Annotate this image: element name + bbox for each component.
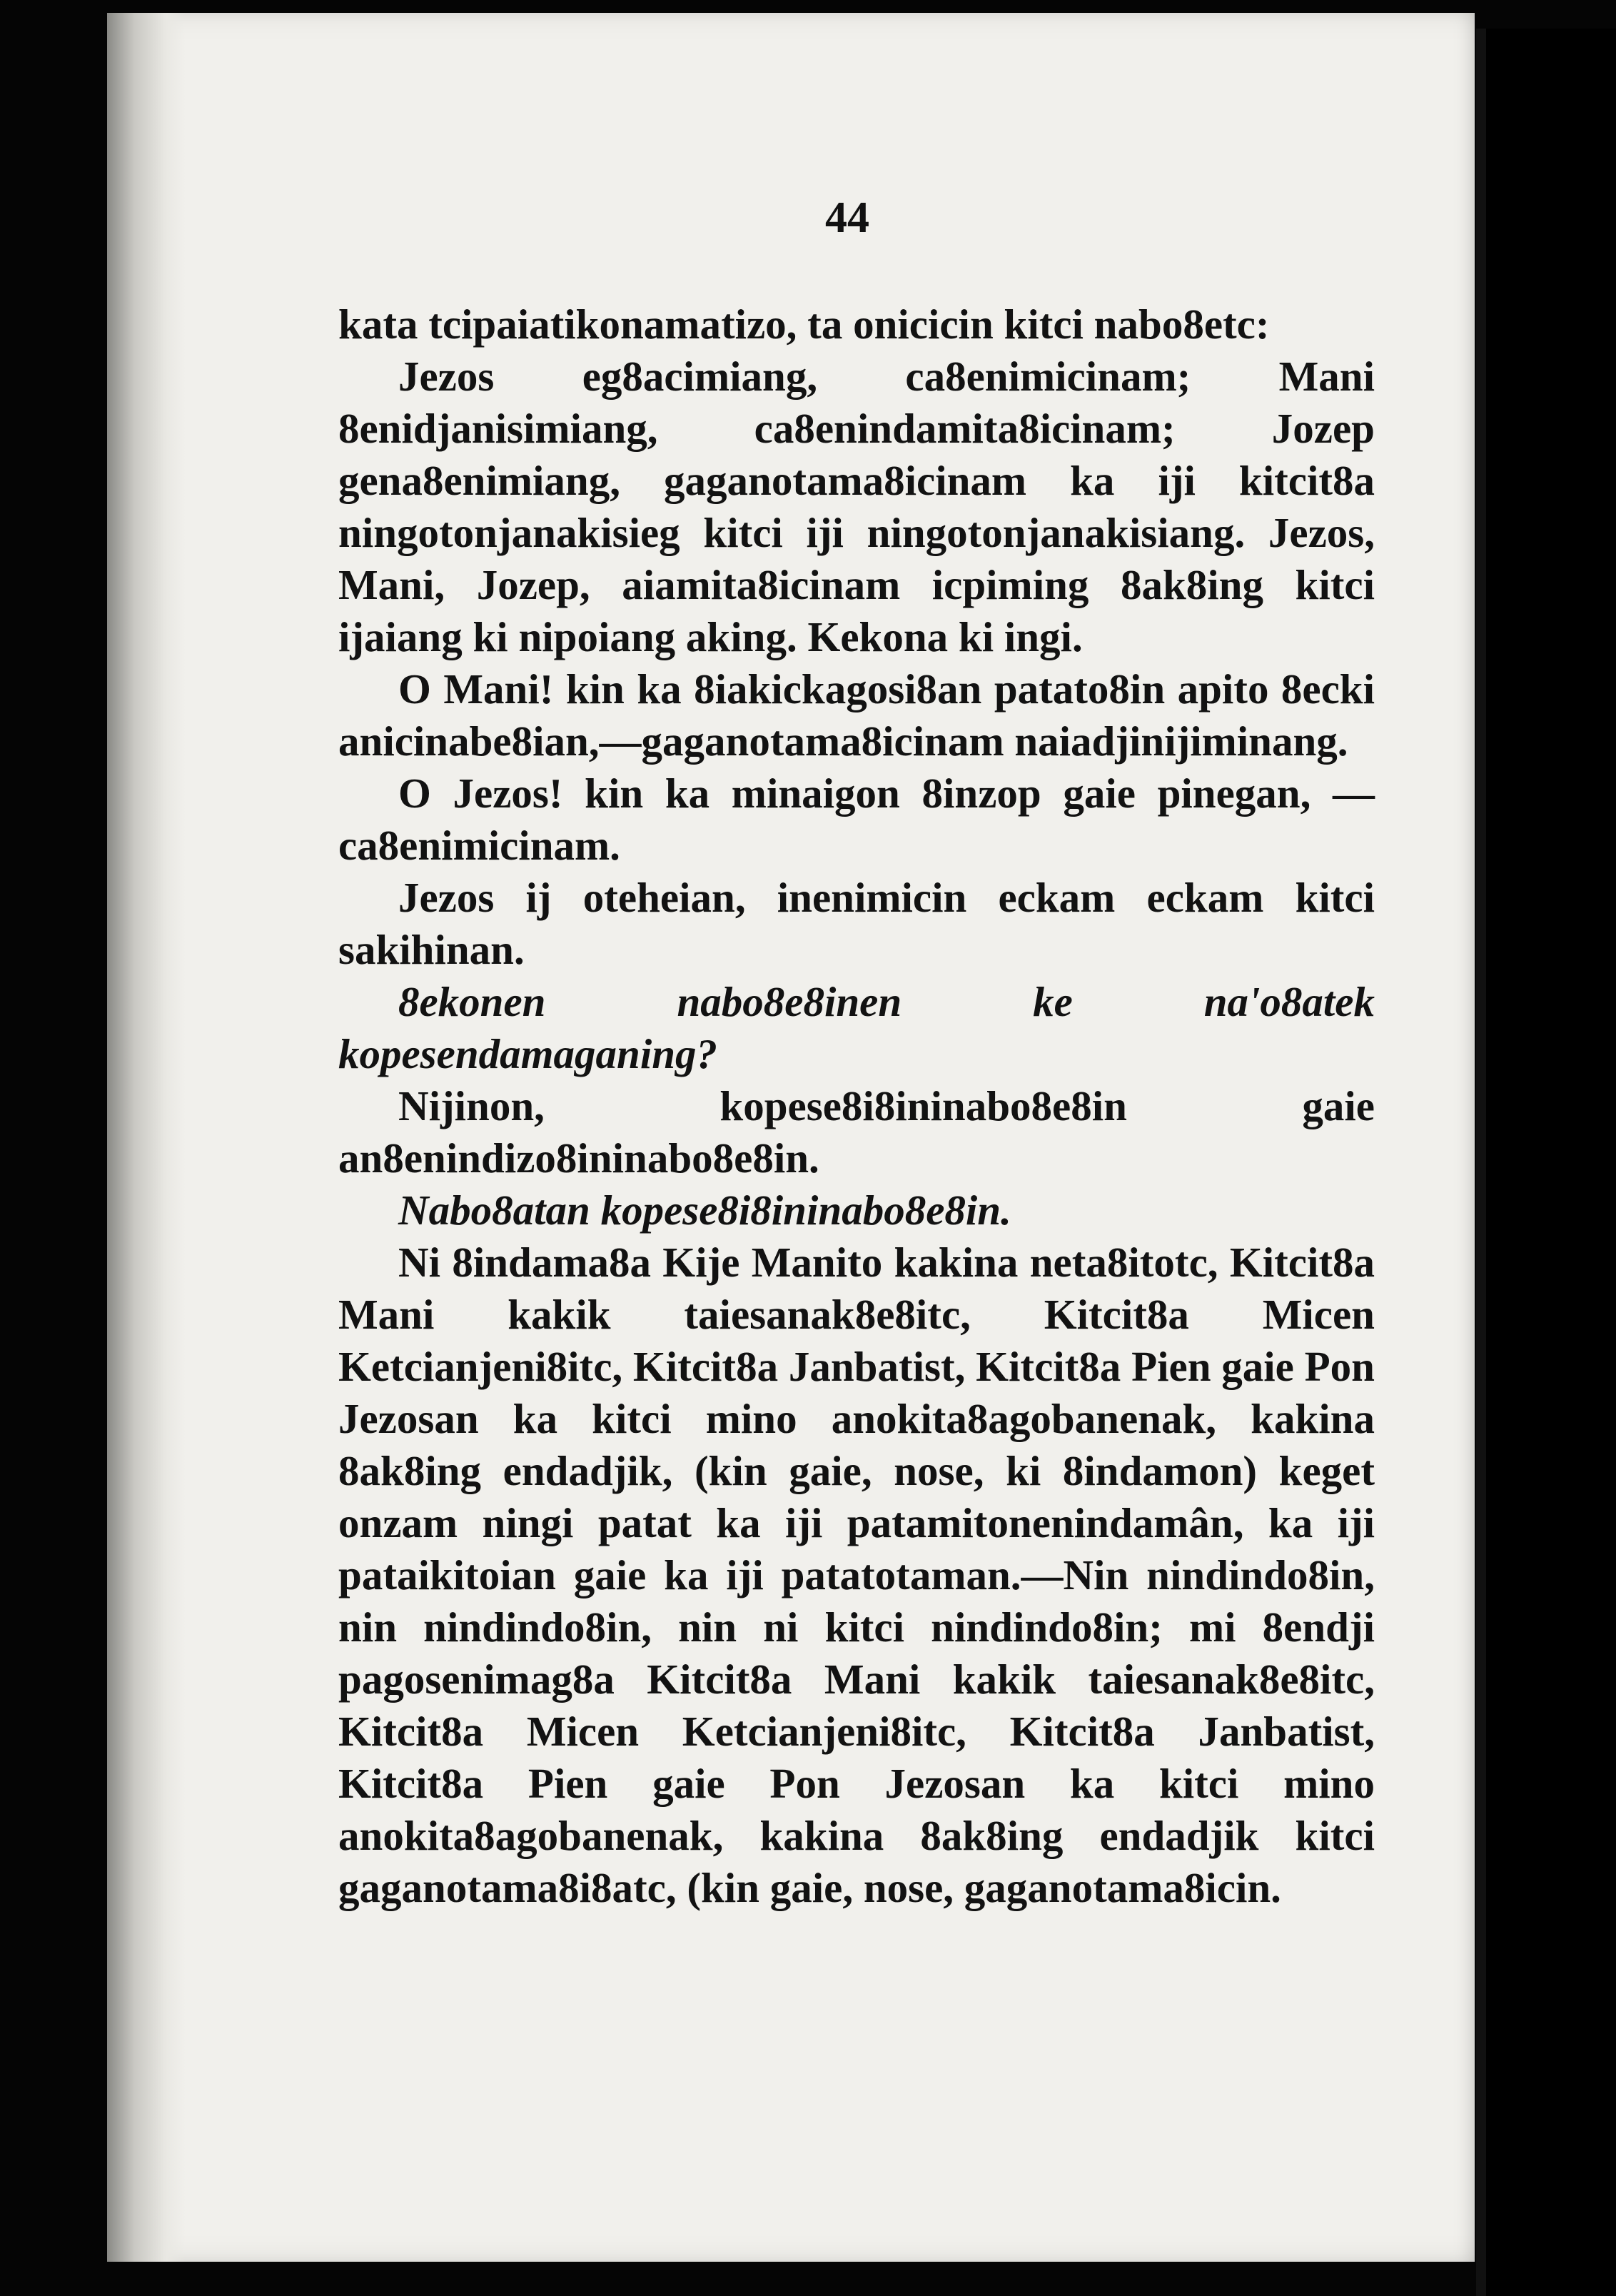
text-block	[338, 298, 1375, 1914]
paragraph: Ni 8indama8a Kije Manito kakina neta8itotc, Kitcit8a Mani kakik taiesanak8e8itc, Kitcit8a Micen Ketcianjeni8itc, Kitcit8a Janbatist, Kitcit8a Pien gaie Pon Jezosan ka kitci mino anokita8agobanenak, kakina 8ak8ing endadjik, (kin gaie, nose, ki 8indamon) keget onzam ningi patat ka iji patamitonenindamân, ka iji pataikitoian gaie ka iji patatotaman.—Nin nindindo8in, nin nindindo8in, nin ni kitci nindindo8in; mi 8endji pagosenimag8a Kitcit8a Mani kakik taiesanak8e8itc, Kitcit8a Micen Ketcianjeni8itc, Kitcit8a Janbatist, Kitcit8a Pien gaie Pon Jezosan ka kitci mino anokita8agobanenak, kakina 8ak8ing endadjik kitci gaganotama8i8atc, (kin gaie, nose, gaganotama8icin.	[338, 1239, 1375, 1911]
paragraph: Nijinon, kopese8i8ininabo8e8in gaie an8enindizo8ininabo8e8in.	[338, 1082, 1375, 1182]
question-heading: 8ekonen nabo8e8inen ke na'o8atek kopesendamaganing?	[338, 978, 1375, 1077]
paragraph: kata tcipaiatikonamatizo, ta onicicin kitci nabo8etc:	[338, 301, 1270, 348]
paragraph: O Jezos! kin ka minaigon 8inzop gaie pinegan, —ca8enimicinam.	[338, 770, 1375, 869]
paragraph: O Mani! kin ka 8iakickagosi8an patato8in apito 8ecki anicinabe8ian,—gaganotama8icinam naiadjinijiminang.	[338, 665, 1375, 765]
section-heading: Nabo8atan kopese8i8ininabo8e8in.	[398, 1187, 1011, 1234]
page-spine-shadow	[107, 13, 186, 2262]
scan-right-edge	[1486, 29, 1616, 2296]
paragraph: Jezos ij oteheian, inenimicin eckam eckam kitci sakihinan.	[338, 874, 1375, 973]
paragraph: Jezos eg8acimiang, ca8enimicinam; Mani 8enidjanisimiang, ca8enindamita8icinam; Jozep gena8enimiang, gaganotama8icinam ka iji kitcit8a ningotonjanakisieg kitci iji ningotonjanakisiang. Jezos, Mani, Jozep, aiamita8icinam icpiming 8ak8ing kitci ijaiang ki nipoiang aking. Kekona ki ingi.	[338, 353, 1375, 660]
page-number: 44	[825, 193, 869, 242]
page-edge-line	[1476, 29, 1486, 2296]
